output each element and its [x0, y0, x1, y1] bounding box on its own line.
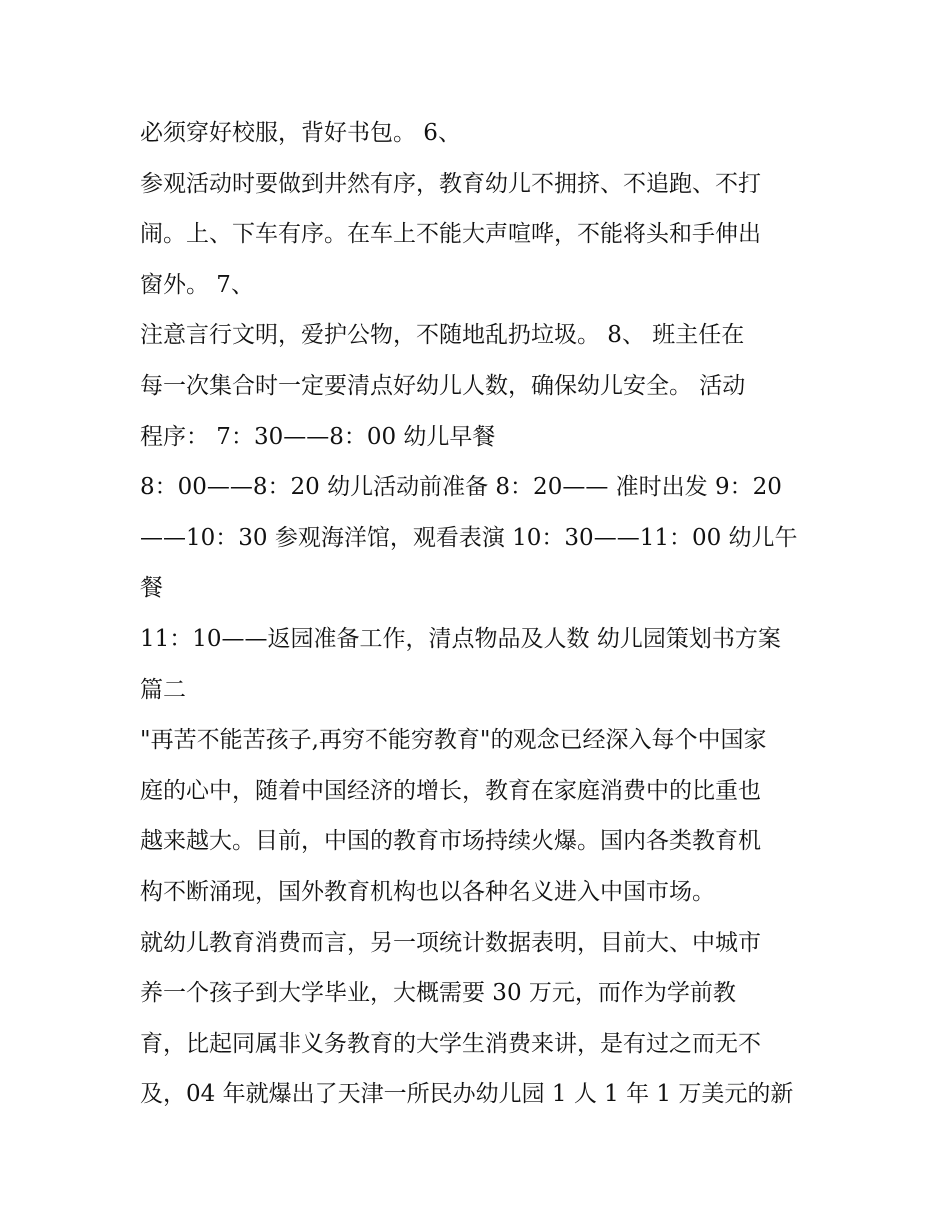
- text-line: 篇二: [140, 676, 186, 703]
- text-line: 闹。上、下车有序。在车上不能大声喧哗，不能将头和手伸出: [140, 221, 761, 248]
- text-line: 参观活动时要做到井然有序，教育幼儿不拥挤、不追跑、不打: [140, 170, 761, 197]
- text-line: 及，04 年就爆出了天津一所民办幼儿园 1 人 1 年 1 万美元的新: [140, 1081, 794, 1108]
- text-line: "再苦不能苦孩子,再穷不能穷教育"的观念已经深入每个中国家: [140, 727, 767, 754]
- text-line: 每一次集合时一定要清点好幼儿人数，确保幼儿安全。 活动: [140, 372, 746, 399]
- text-line: 养一个孩子到大学毕业，大概需要 30 万元，而作为学前教: [140, 980, 736, 1007]
- text-line: 8：00——8：20 幼儿活动前准备 8：20—— 准时出发 9：20: [140, 474, 782, 501]
- text-line: 餐: [140, 575, 163, 602]
- text-line: 注意言行文明，爱护公物，不随地乱扔垃圾。 8、 班主任在: [140, 322, 745, 349]
- text-line: 构不断涌现，国外教育机构也以各种名义进入中国市场。: [140, 878, 715, 905]
- text-line: 窗外。 7、: [140, 271, 254, 298]
- text-line: 11：10——返园准备工作，清点物品及人数 幼儿园策划书方案: [140, 625, 781, 652]
- text-line: 育，比起同属非义务教育的大学生消费来讲，是有过之而无不: [140, 1030, 761, 1057]
- body-text: [140, 108, 820, 1120]
- text-line: 程序： 7：30——8：00 幼儿早餐: [140, 423, 496, 450]
- text-line: 必须穿好校服，背好书包。 6、: [140, 120, 461, 146]
- text-line: ——10：30 参观海洋馆，观看表演 10：30——11：00 幼儿午: [140, 524, 798, 551]
- text-line: 就幼儿教育消费而言，另一项统计数据表明，目前大、中城市: [140, 929, 761, 956]
- text-line: 越来越大。目前，中国的教育市场持续火爆。国内各类教育机: [140, 828, 761, 855]
- text-line: 庭的心中，随着中国经济的增长，教育在家庭消费中的比重也: [140, 777, 761, 804]
